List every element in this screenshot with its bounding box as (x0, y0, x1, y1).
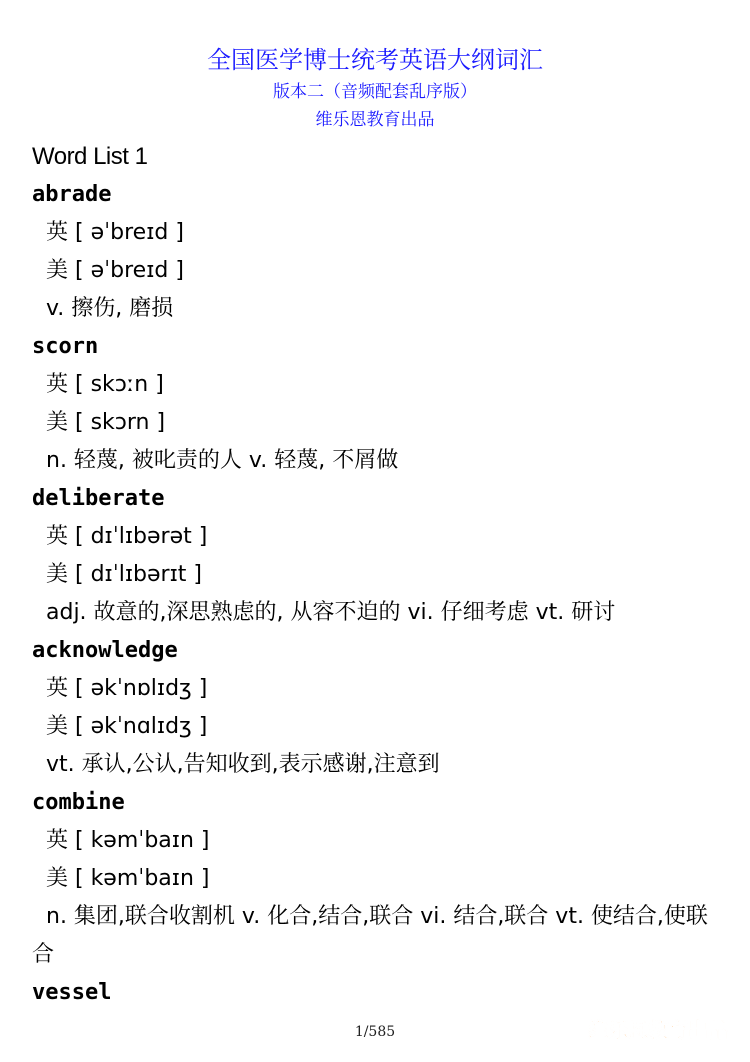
word-entry (32, 784, 722, 974)
uk-pronunciation: 英 [ kəmˈbaɪn ] (46, 828, 210, 853)
uk-pronunciation: 英 [ əkˈnɒlɪdʒ ] (46, 676, 208, 701)
definition: v. 擦伤, 磨损 (46, 296, 174, 321)
word-entry (32, 974, 722, 1012)
headword: abrade (32, 182, 112, 207)
headword: combine (32, 790, 125, 815)
definition: vt. 承认,公认,告知收到,表示感谢,注意到 (46, 752, 440, 777)
document-title: 全国医学博士统考英语大纲词汇 (207, 46, 543, 74)
headword: scorn (32, 334, 99, 359)
us-pronunciation: 美 [ dɪˈlɪbərɪt ] (46, 562, 202, 587)
word-list (32, 138, 722, 1012)
us-pronunciation: 美 [ əˈbreɪd ] (46, 258, 184, 283)
us-pronunciation: 美 [ skɔrn ] (46, 410, 166, 435)
headword: deliberate (32, 486, 165, 511)
us-pronunciation: 美 [ əkˈnɑlɪdʒ ] (46, 714, 208, 739)
headword: vessel (32, 980, 112, 1005)
word-entry (32, 328, 722, 480)
uk-pronunciation: 英 [ əˈbreɪd ] (46, 220, 184, 245)
document-subtitle: 版本二（音频配套乱序版） (273, 82, 477, 102)
word-entry (32, 480, 722, 632)
definition: adj. 故意的,深思熟虑的, 从容不迫的 vi. 仔细考虑 vt. 研讨 (46, 600, 616, 625)
us-pronunciation: 美 [ kəmˈbaɪn ] (46, 866, 210, 891)
page-number: 1/585 (354, 1024, 396, 1040)
uk-pronunciation: 英 [ dɪˈlɪbərət ] (46, 524, 208, 549)
word-entry (32, 176, 722, 328)
uk-pronunciation: 英 [ skɔːn ] (46, 372, 164, 397)
document-publisher: 维乐恩教育出品 (315, 110, 435, 130)
headword: acknowledge (32, 638, 178, 663)
watermark-logo: 维乐恩教育出品 (588, 1018, 728, 1042)
definition: n. 轻蔑, 被叱责的人 v. 轻蔑, 不屑做 (46, 448, 399, 473)
definition: n. 集团,联合收割机 v. 化合,结合,联合 vi. 结合,联合 vt. 使结合,使联合 (32, 904, 708, 967)
word-entry (32, 632, 722, 784)
word-list-title: Word List 1 (32, 143, 148, 170)
